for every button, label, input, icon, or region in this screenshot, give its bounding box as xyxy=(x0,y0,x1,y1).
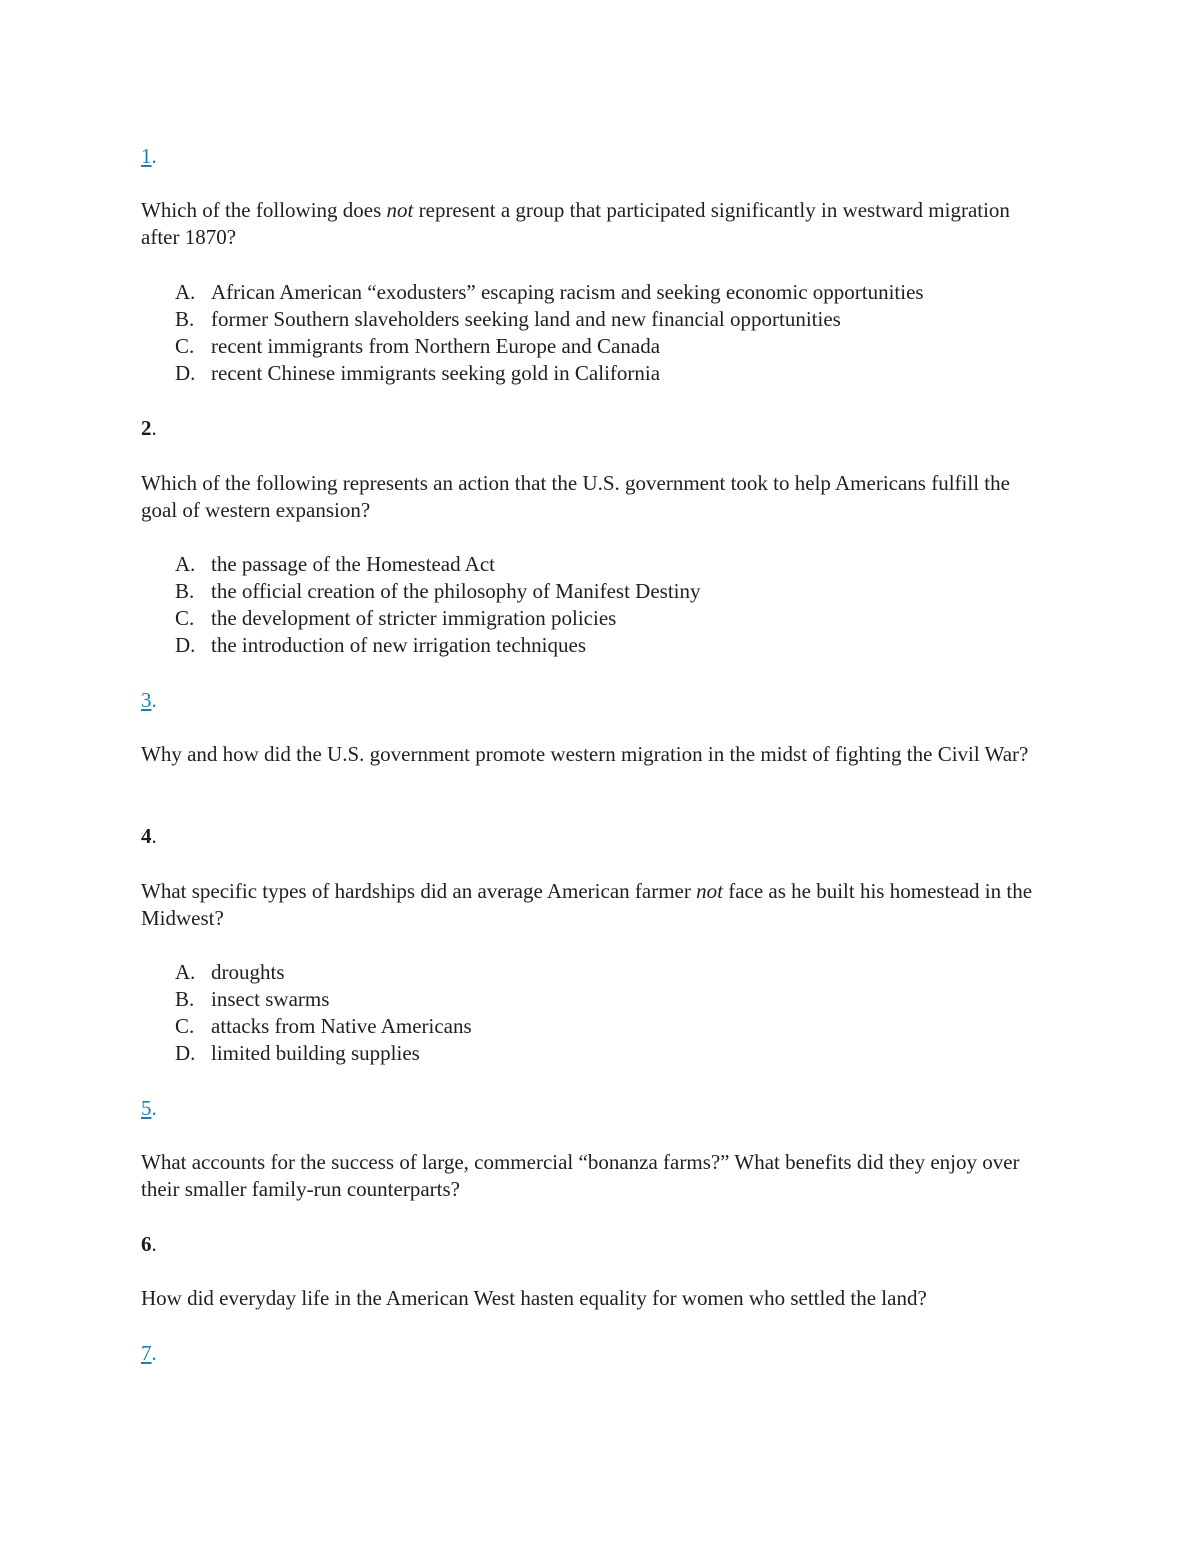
question-1-text: Which of the following does not represent a group that participated significantly in westward migration after 1870? xyxy=(141,198,1010,249)
question-2-option-d: D. the introduction of new irrigation techniques xyxy=(175,633,586,657)
question-4-option-d: D. limited building supplies xyxy=(175,1041,420,1065)
question-4-option-b: B. insect swarms xyxy=(175,987,330,1011)
question-2-options xyxy=(175,551,701,659)
question-2-text: Which of the following represents an action that the U.S. government took to help Americans fulfill the goal of western expansion? xyxy=(141,471,1010,522)
question-2-option-b: B. the official creation of the philosophy of Manifest Destiny xyxy=(175,579,701,603)
question-4-options xyxy=(175,959,472,1067)
question-4-option-c: C. attacks from Native Americans xyxy=(175,1014,472,1038)
question-4-text: What specific types of hardships did an average American farmer not face as he built his homestead in the Midwest? xyxy=(141,879,1033,930)
question-3-text: Why and how did the U.S. government promote western migration in the midst of fighting the Civil War? xyxy=(141,742,1029,766)
question-2-option-a: A. the passage of the Homestead Act xyxy=(175,552,495,576)
question-1-option-d: D. recent Chinese immigrants seeking gold in California xyxy=(175,361,661,385)
question-1-option-c: C. recent immigrants from Northern Europe and Canada xyxy=(175,334,661,358)
question-5-number-link[interactable]: 5. xyxy=(141,1096,157,1120)
question-2-number: 2. xyxy=(141,416,157,440)
question-1-option-b: B. former Southern slaveholders seeking land and new financial opportunities xyxy=(175,307,841,331)
question-4-number: 4. xyxy=(141,824,157,848)
question-6-text: How did everyday life in the American West hasten equality for women who settled the land? xyxy=(141,1286,927,1310)
question-3-number-link[interactable]: 3. xyxy=(141,688,157,712)
question-2-option-c: C. the development of stricter immigration policies xyxy=(175,606,617,630)
question-1-option-a: A. African American “exodusters” escaping racism and seeking economic opportunities xyxy=(175,280,924,304)
question-6-number: 6. xyxy=(141,1232,157,1256)
question-5-text: What accounts for the success of large, commercial “bonanza farms?” What benefits did they enjoy over their smaller family-run counterparts? xyxy=(141,1150,1020,1201)
question-7-number-link[interactable]: 7. xyxy=(141,1341,157,1365)
question-1-number-link[interactable]: 1. xyxy=(141,144,157,168)
question-4-option-a: A. droughts xyxy=(175,960,285,984)
question-1-options xyxy=(175,279,924,387)
